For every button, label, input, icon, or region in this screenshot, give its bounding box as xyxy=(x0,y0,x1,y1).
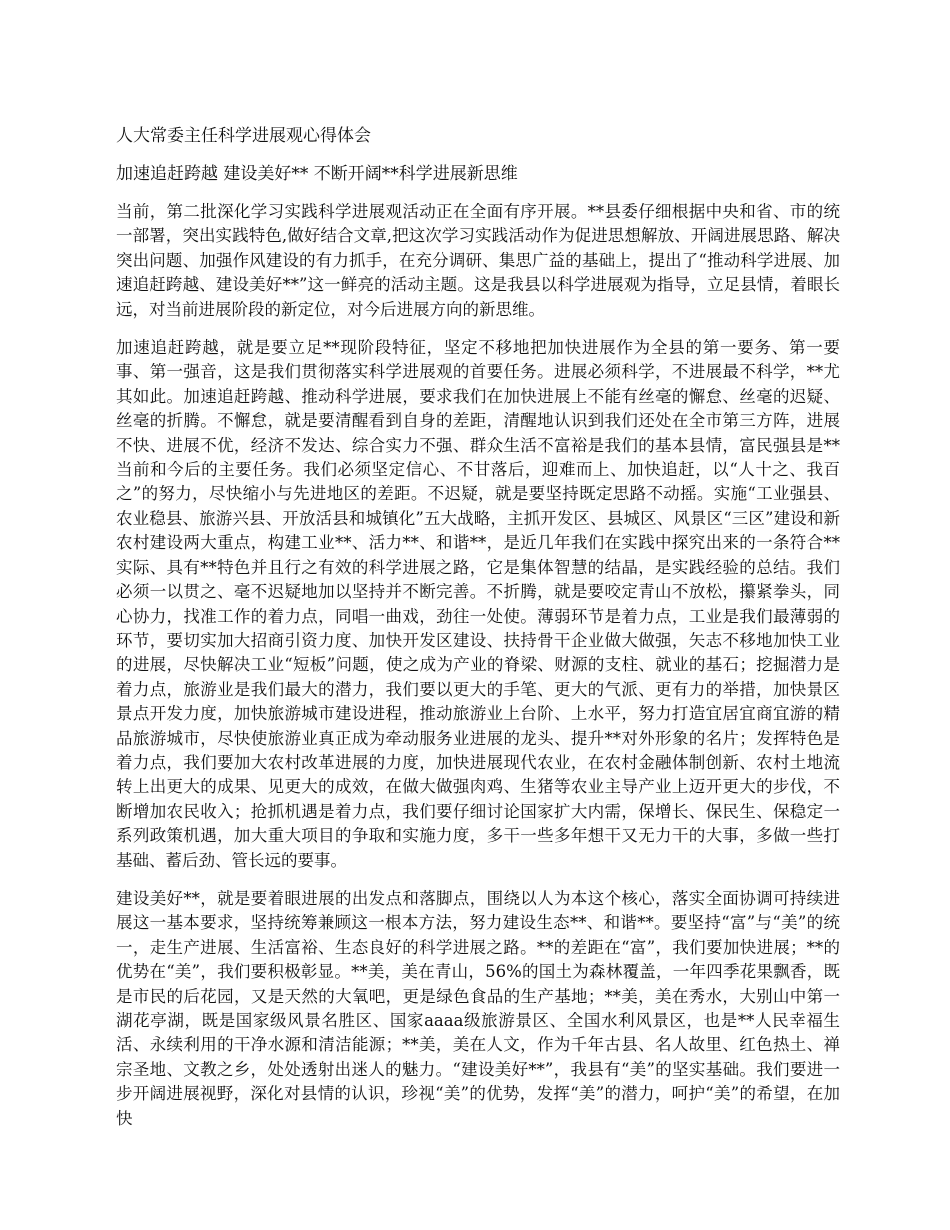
document-subtitle: 加速追赶跨越 建设美好** 不断开阔**科学进展新思维 xyxy=(116,164,518,184)
paragraph-beautiful: 建设美好**，就是要着眼进展的出发点和落脚点，围绕以人为本这个核心，落实全面协调可持续进展这一基本要求，坚持统筹兼顾这一根本方法，努力建设生态**、和谐**。要坚持“富”与“美”的统一，走生产进展、生活富裕、生态良好的科学进展之路。**的差距在“富”，我们要加快进展；**的优势在“美”，我们要积极彰显。**美，美在青山，56%的国土为森林覆盖，一年四季花果飘香，既是市民的后花园，又是天然的大氧吧，更是绿色食品的生产基地；**美，美在秀水，大别山中第一湖花亭湖，既是国家级风景名胜区、国家aaaa级旅游景区、全国水利风景区，也是**人民幸福生活、永续利用的干净水源和清洁能源；**美，美在人文，作为千年古县、名人故里、红色热土、禅宗圣地、文教之乡，处处透射出迷人的魅力。“建设美好**”，我县有“美”的坚实基础。我们要进一步开阔进展视野，深化对县情的认识，珍视“美”的优势，发挥“美”的潜力，呵护“美”的希望，在加快 xyxy=(116,888,840,1128)
document-title: 人大常委主任科学进展观心得体会 xyxy=(116,126,371,146)
document-page xyxy=(116,116,840,1145)
paragraph-accelerate: 加速追赶跨越，就是要立足**现阶段特征，坚定不移地把加快进展作为全县的第一要务、第一要事、第一强音，这是我们贯彻落实科学进展观的首要任务。进展必须科学，不进展最不科学，**尤其如此。加速追赶跨越、推动科学进展，要求我们在加快进展上不能有丝毫的懈怠、丝毫的迟疑、丝毫的折腾。不懈怠，就是要清醒看到自身的差距，清醒地认识到我们还处在全市第三方阵，进展不快、进展不优，经济不发达、综合实力不强、群众生活不富裕是我们的基本县情，富民强县是**当前和今后的主要任务。我们必须坚定信心、不甘落后，迎难而上、加快追赶，以“人十之、我百之”的努力，尽快缩小与先进地区的差距。不迟疑，就是要坚持既定思路不动摇。实施“工业强县、农业稳县、旅游兴县、开放活县和城镇化”五大战略，主抓开发区、县城区、风景区“三区”建设和新农村建设两大重点，构建工业**、活力**、和谐**，是近几年我们在实践中探究出来的一条符合**实际、具有**特色并且行之有效的科学进展之路，它是集体智慧的结晶，是实践经验的总结。我们必须一以贯之、毫不迟疑地加以坚持并不断完善。不折腾，就是要咬定青山不放松，攥紧拳头，同心协力，找准工作的着力点，同唱一曲戏，劲往一处使。薄弱环节是着力点，工业是我们最薄弱的环节，要切实加大招商引资力度、加快开发区建设、扶持骨干企业做大做强，矢志不移地加快工业的进展，尽快解决工业“短板”问题，使之成为产业的脊梁、财源的支柱、就业的基石；挖掘潜力是着力点，旅游业是我们最大的潜力，我们要以更大的手笔、更大的气派、更有力的举措，加快景区景点开发力度，加快旅游城市建设进程，推动旅游业上台阶、上水平，努力打造宜居宜商宜游的精品旅游城市，尽快使旅游业真正成为牵动服务业进展的龙头、提升**对外形象的名片；发挥特色是着力点，我们要加大农村改革进展的力度，加快进展现代农业，在农村金融体制创新、农村土地流转上出更大的成果、见更大的成效，在做大做强肉鸡、生猪等农业主导产业上迈开更大的步伐，不断增加农民收入；抢抓机遇是着力点，我们要仔细讨论国家扩大内需，保增长、保民生、保稳定一系列政策机遇，加大重大项目的争取和实施力度，多干一些多年想干又无力干的大事，多做一些打基础、蓄后劲、管长远的要事。 xyxy=(116,338,840,870)
paragraph-intro: 当前，第二批深化学习实践科学进展观活动正在全面有序开展。**县委仔细根据中央和省、市的统一部署，突出实践特色,做好结合文章,把这次学习实践活动作为促进思想解放、开阔进展思路、解决突出问题、加强作风建设的有力抓手，在充分调研、集思广益的基础上，提出了“推动科学进展、加速追赶跨越、建设美好**”这一鲜亮的活动主题。这是我县以科学进展观为指导，立足县情，着眼长远，对当前进展阶段的新定位，对今后进展方向的新思维。 xyxy=(116,202,840,319)
